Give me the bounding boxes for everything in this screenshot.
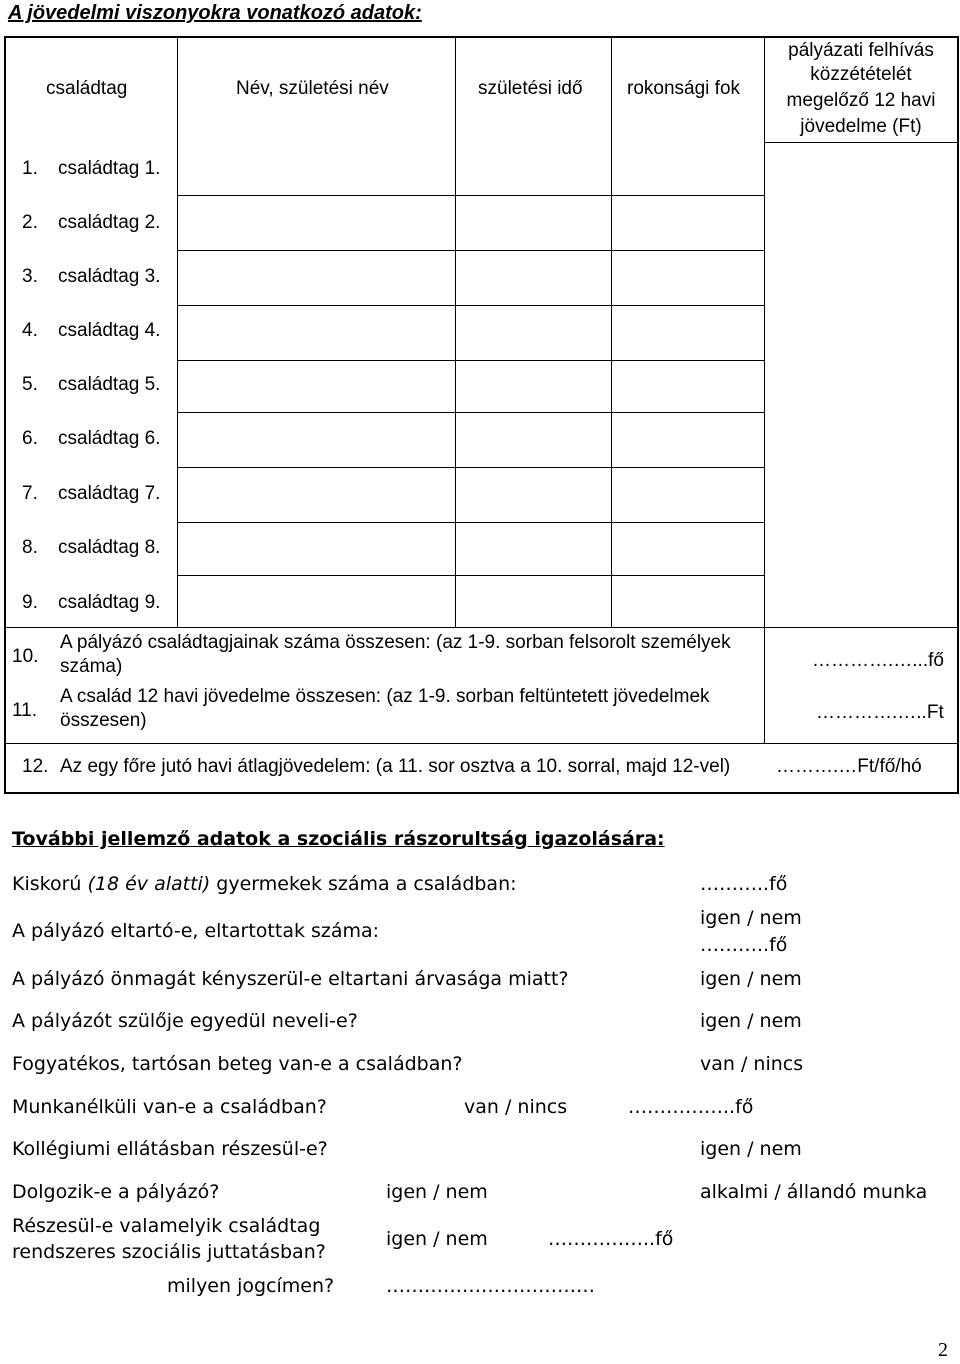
entitlement-field[interactable]: …………………………… [386, 1275, 595, 1297]
question-label: Munkanélküli van-e a családban? [12, 1096, 327, 1118]
header-relation: rokonsági fok [627, 78, 741, 99]
question-label-part: gyermekek száma a családban: [210, 873, 517, 895]
average-income-field[interactable]: ……….…Ft/fő/hó [776, 756, 922, 777]
yes-no-choice[interactable]: igen / nem [386, 1228, 488, 1250]
yes-no-choice[interactable]: igen / nem [700, 1138, 802, 1160]
row-number: 2. [22, 212, 38, 233]
row-number: 9. [22, 592, 38, 613]
question-label: milyen jogcímen? [167, 1275, 335, 1297]
yes-no-choice[interactable]: igen / nem [386, 1181, 488, 1203]
work-type-choice[interactable]: alkalmi / állandó munka [700, 1181, 928, 1203]
row-label: családtag 9. [58, 592, 161, 613]
header-income-l3: megelőző 12 havi [786, 90, 936, 111]
row-label: családtag 3. [58, 266, 161, 287]
row-number: 10. [12, 646, 39, 667]
question-label: A pályázó eltartó-e, eltartottak száma: [12, 920, 380, 942]
page-title: A jövedelmi viszonyokra vonatkozó adatok: [8, 2, 422, 24]
question-label: Fogyatékos, tartósan beteg van-e a családban? [12, 1053, 463, 1075]
row-text: Az egy főre jutó havi átlagjövedelem: (a 11. sor osztva a 10. sorral, majd 12-vel) [60, 756, 731, 777]
header-income-l2: közzétételét [810, 64, 912, 85]
question-label-part: Kiskorú [12, 873, 88, 895]
question-label: Kollégiumi ellátásban részesül-e? [12, 1138, 328, 1160]
header-income-l4: jövedelme (Ft) [800, 116, 922, 137]
header-birthdate: születési idő [478, 78, 583, 99]
row-label: családtag 6. [58, 428, 161, 449]
question-label: Dolgozik-e a pályázó? [12, 1181, 220, 1203]
total-income-field[interactable]: ………….…..Ft [816, 702, 944, 723]
row-label: családtag 4. [58, 320, 161, 341]
question-label [12, 873, 517, 895]
row-number: 3. [22, 266, 38, 287]
header-familymember: családtag [46, 78, 128, 99]
row-label: családtag 2. [58, 212, 161, 233]
question-label: A pályázó önmagát kényszerül-e eltartani árvasága miatt? [12, 968, 569, 990]
yes-no-choice[interactable]: igen / nem [700, 968, 802, 990]
row-number: 6. [22, 428, 38, 449]
unemployed-count-field[interactable]: ……………..fő [628, 1096, 754, 1118]
header-name: Név, születési név [236, 78, 389, 99]
yes-no-choice[interactable]: van / nincs [700, 1053, 804, 1075]
row-text-cont: száma) [60, 656, 123, 677]
dependents-count-field[interactable]: ………..fő [700, 934, 788, 956]
question-label: Részesül-e valamelyik családtag [12, 1215, 321, 1237]
question-label-italic: (18 év alatti) [87, 873, 211, 895]
row-number: 4. [22, 320, 38, 341]
question-label: A pályázót szülője egyedül neveli-e? [12, 1010, 358, 1032]
yes-no-choice[interactable]: van / nincs [464, 1096, 568, 1118]
row-number: 1. [22, 158, 38, 179]
question-label-cont: rendszeres szociális juttatásban? [12, 1241, 326, 1263]
row-label: családtag 8. [58, 537, 161, 558]
minors-count-field[interactable]: ………..fő [700, 873, 788, 895]
yes-no-choice[interactable]: igen / nem [700, 1010, 802, 1032]
section-heading: További jellemző adatok a szociális rászorultság igazolására: [12, 828, 665, 850]
row-text-cont: összesen) [60, 710, 147, 731]
row-number: 8. [22, 537, 38, 558]
row-label: családtag 1. [58, 158, 161, 179]
row-number: 11. [12, 700, 38, 721]
row-label: családtag 7. [58, 483, 161, 504]
row-number: 12. [22, 756, 49, 777]
row-text: A család 12 havi jövedelme összesen: (az 1-9. sorban feltüntetett jövedelmek [60, 686, 710, 707]
page-number: 2 [938, 1339, 948, 1361]
row-text: A pályázó családtagjainak száma összesen: (az 1-9. sorban felsorolt személyek [60, 632, 731, 653]
row-number: 7. [22, 483, 38, 504]
row-label: családtag 5. [58, 374, 161, 395]
members-count-field[interactable]: ………….…...fő [812, 650, 944, 671]
header-income-l1: pályázati felhívás [788, 40, 934, 61]
yes-no-choice[interactable]: igen / nem [700, 907, 802, 929]
benefits-count-field[interactable]: ……………..fő [548, 1228, 674, 1250]
row-number: 5. [22, 374, 38, 395]
